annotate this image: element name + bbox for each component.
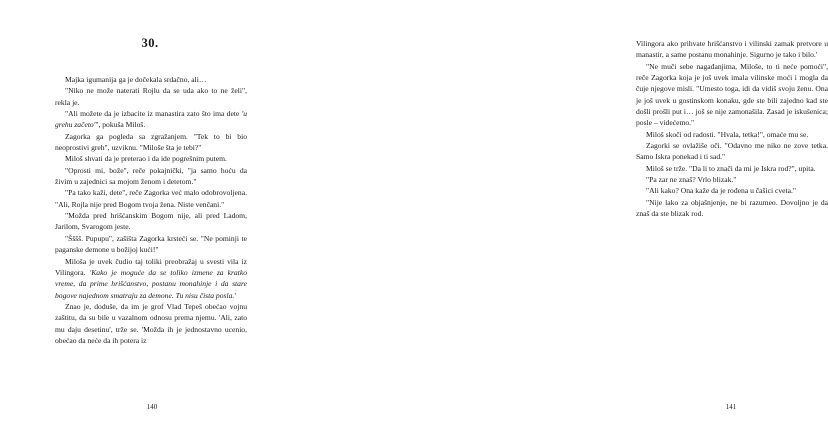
chapter-heading: 30. bbox=[141, 36, 159, 50]
paragraph bbox=[636, 174, 828, 185]
paragraph-text: Zagorki se ovlažiše oči. "Odavno me niko ne zove tetka. Samo Iskra ponekad i ti sad." bbox=[636, 141, 828, 162]
paragraph bbox=[55, 153, 247, 164]
paragraph-text: "Šššš. Pupupu", zašišta Zagorka krsteći se. "Ne pominji te paganske demone u božijoj kući!" bbox=[55, 233, 247, 255]
paragraph-text: Miloš se trže. "Da li to znači da mi je Iskra rod?", upita. bbox=[646, 163, 816, 173]
paragraph-text: Vilingora ako prihvate hrišćanstvo i vilinski zamak pretvore u manastir, a same postanu monahinje. Sigurno je tako i bilo.' bbox=[636, 39, 828, 60]
paragraph-text: "Ne muči sebe nagađanjima, Miloše, to ti neće pomoći", reče Zagorka koja je još uvek imala vilinske moći i mogla da čuje njegove misli. "Umesto toga, idi da vidiš svoju ženu. Ona je još uvek u gostinskom konaku, gde ste bili zajedno kad ste došli prošli put i… još se nije zamonašila. Zasad je iskušenica; posle – videćemo." bbox=[636, 61, 828, 128]
paragraph bbox=[55, 165, 247, 188]
paragraph bbox=[55, 85, 247, 108]
right-page-text bbox=[636, 38, 828, 220]
paragraph-text: "Niko ne može naterati Rojlu da se uda ako to ne želi", rekla je. bbox=[55, 86, 247, 107]
paragraph-text: Miloš skoči od radosti. "Hvala, tetka!", omaće mu se. bbox=[646, 129, 809, 139]
paragraph-text: "Možda pred hrišćanskim Bogom nije, ali pred Ladom, Jarilom, Svarogom jeste. bbox=[55, 211, 247, 232]
paragraph bbox=[636, 185, 828, 196]
paragraph-text: "Pa tako kaži, dete", reče Zagorka već malo odobrovoljena. "Ali, Rojla nije pred Bogom tvoja žena. Niste venčani." bbox=[55, 188, 247, 209]
paragraph bbox=[55, 131, 247, 154]
paragraph bbox=[636, 38, 828, 61]
paragraph-text: "Ali možete da je izbacite iz manastira zato što ima dete bbox=[65, 109, 242, 119]
paragraph-text: "Nije lako za objašnjenje, ne bi razumeo. Dovoljno je da znaš da ste blizak rod. bbox=[636, 197, 828, 219]
right-page bbox=[300, 0, 828, 424]
paragraph bbox=[55, 187, 247, 210]
paragraph bbox=[55, 210, 247, 233]
paragraph bbox=[636, 61, 828, 129]
paragraph bbox=[55, 233, 247, 256]
paragraph bbox=[55, 108, 247, 131]
paragraph bbox=[636, 197, 828, 220]
page-number-right: 141 bbox=[725, 403, 737, 411]
paragraph bbox=[55, 301, 247, 346]
left-page-text bbox=[55, 74, 247, 346]
paragraph-text: "Oprosti mi, bože", reče pokajnički, "ja samo hoću da živim u zajednici sa mojom ženom i detetom." bbox=[55, 165, 247, 187]
italic-thought: 'u grehu začeto' bbox=[55, 109, 247, 130]
paragraph bbox=[55, 256, 247, 301]
paragraph-text: Zagorka ga pogleda sa zgražanjem. "Tek to bi bio neoprostivi greh", uzviknu. "Miloše šta je tebi?" bbox=[55, 131, 247, 153]
paragraph-text: Znao je, doduše, da im je grof Vlad Tepeš obećao vojnu zaštitu, da su bile u vazalnom odnosu prema njemu. 'Ali, zato mu daju desetinu', trže se. 'Možda ih je jednostavno ucenio, obećao da neće da ih potera iz bbox=[55, 301, 247, 345]
paragraph bbox=[636, 129, 828, 140]
page-number-left: 140 bbox=[146, 403, 158, 411]
paragraph-text: Miloša je uvek čudio taj toliki preobražaj u svesti vila iz Vilingora. bbox=[55, 256, 247, 277]
paragraph-text: Miloš shvati da je preterao i da ide pogrešnim putem. bbox=[65, 154, 227, 164]
paragraph-text-tail: ", pokuša Miloš. bbox=[95, 120, 146, 130]
paragraph bbox=[636, 140, 828, 163]
paragraph bbox=[636, 163, 828, 174]
paragraph-text: Majka igumanija ga je dočekala srdačno, ali… bbox=[65, 75, 207, 84]
paragraph-text: "Pa zar ne znaš? Vrlo blizak." bbox=[646, 175, 737, 185]
paragraph bbox=[55, 74, 247, 85]
left-page bbox=[0, 0, 300, 424]
italic-thought: 'Kako je moguće da se toliko izmene za kratko vreme, da prime hrišćanstvo, postanu monahinje i da stare bogove najednom smatraju za demone. Tu nisu čista posla.' bbox=[55, 267, 247, 300]
paragraph-text: "Ali kako? Ona kaže da je rođena u čašici cveta." bbox=[646, 186, 796, 196]
